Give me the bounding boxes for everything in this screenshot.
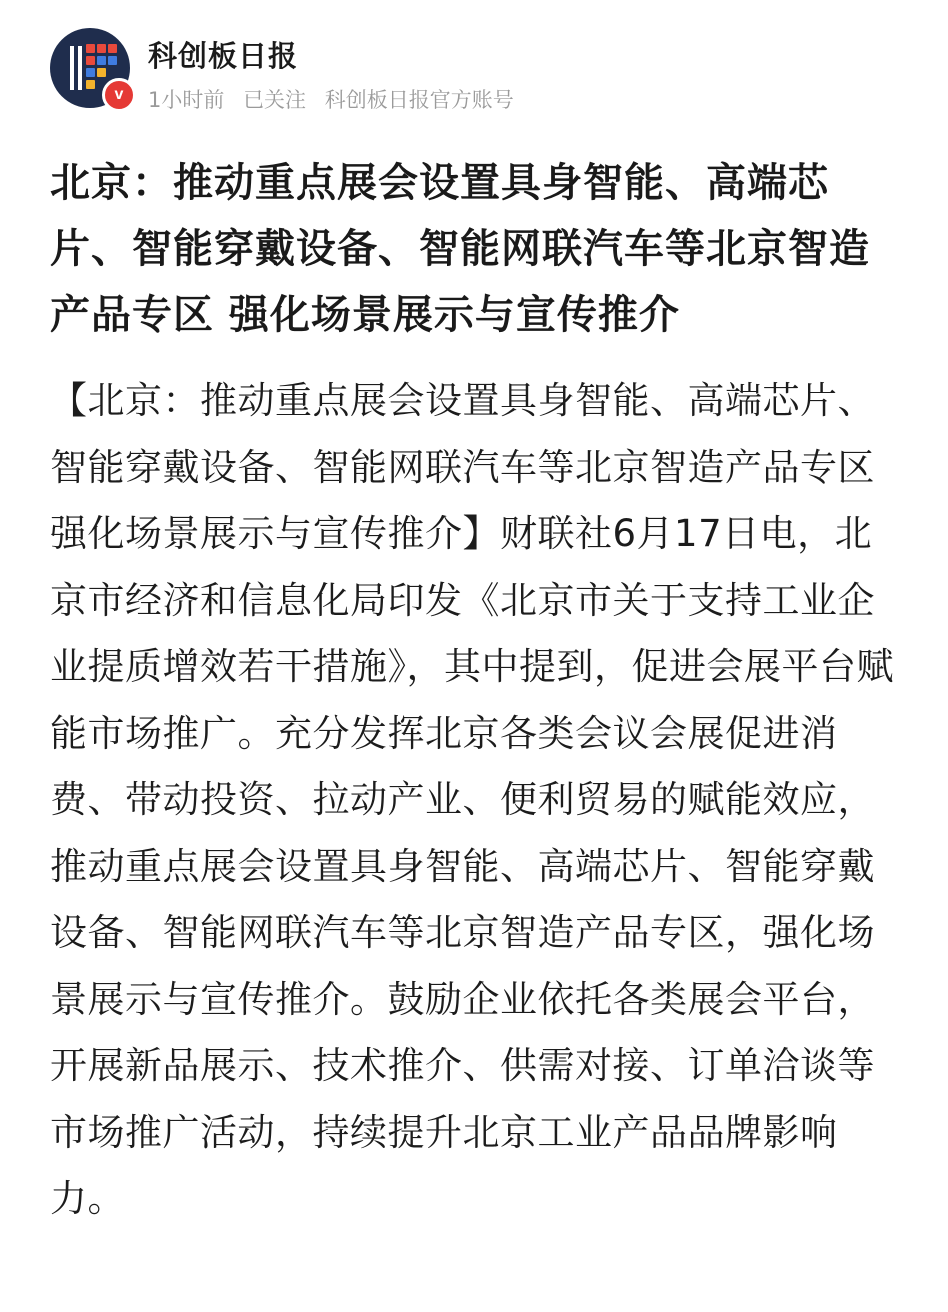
article-title: 北京：推动重点展会设置具身智能、高端芯片、智能穿戴设备、智能网联汽车等北京智造产品专区 强化场景展示与宣传推介 xyxy=(50,160,870,338)
follow-status[interactable]: 已关注 xyxy=(243,88,307,112)
article-body: 【北京：推动重点展会设置具身智能、高端芯片、智能穿戴设备、智能网联汽车等北京智造产品专区 强化场景展示与宣传推介】财联社6月17日电，北京市经济和信息化局印发《北京市关于支持工业企业提质增效若干措施》，其中提到，促进会展平台赋能市场推广。充分发挥北京各类会议会展促进消费、带动投资、拉动产业、便利贸易的赋能效应，推动重点展会设置具身智能、高端芯片、智能穿戴设备、智能网联汽车等北京智造产品专区，强化场景展示与宣传推介。鼓励企业依托各类展会平台，开展新品展示、技术推介、供需对接、订单洽谈等市场推广活动，持续提升北京工业产品品牌影响力。 xyxy=(50,379,894,1220)
verified-v-icon: v xyxy=(102,78,136,112)
account-description: 科创板日报官方账号 xyxy=(324,88,514,112)
post-time: 1小时前 xyxy=(148,88,225,112)
author-header xyxy=(50,0,898,120)
avatar[interactable] xyxy=(50,28,130,108)
account-name[interactable]: 科创板日报 xyxy=(148,39,299,73)
post-meta xyxy=(148,84,526,114)
